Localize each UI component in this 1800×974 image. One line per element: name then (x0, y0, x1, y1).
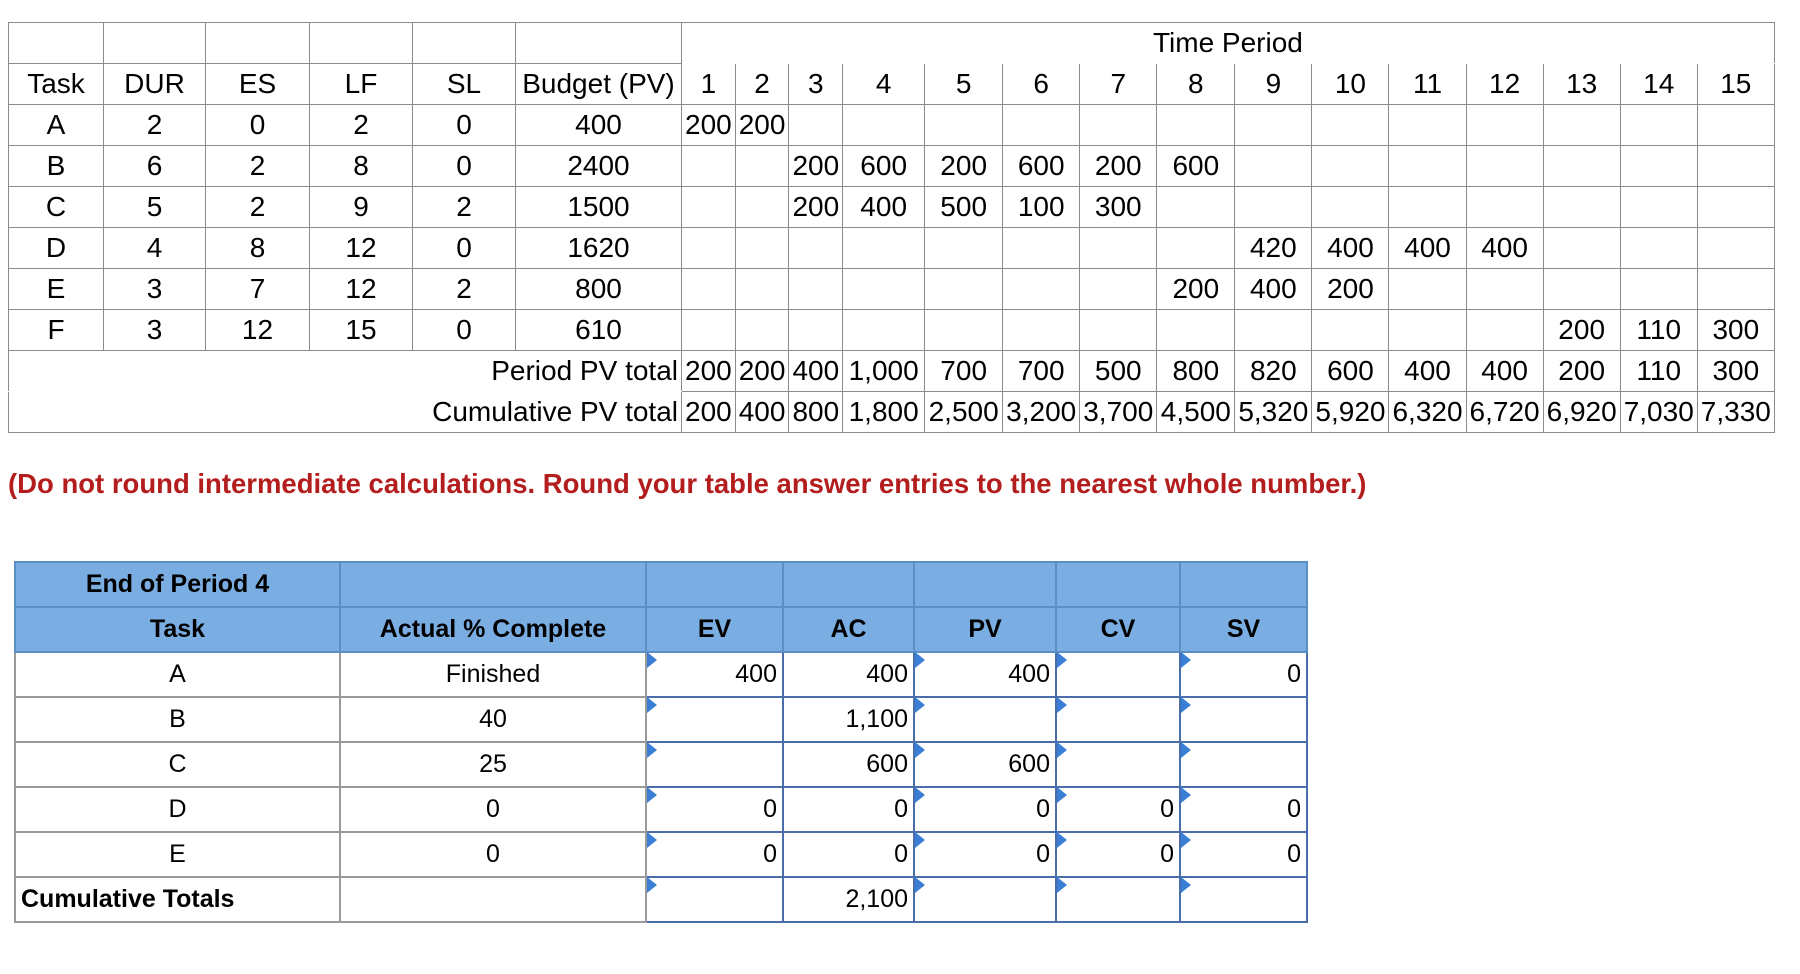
period-value-cell (1235, 105, 1312, 146)
task-task-cell: E (9, 269, 104, 310)
ev-input-value: 400 (735, 660, 777, 688)
answer-task-cell: E (15, 832, 340, 877)
task-lf-cell: 12 (310, 228, 413, 269)
answer-column-header: EV (646, 607, 783, 652)
input-marker-icon (647, 697, 657, 713)
period-value-cell (735, 269, 789, 310)
period-value-cell (925, 228, 1003, 269)
period-value-cell (925, 310, 1003, 351)
cumulative-totals-label: Cumulative Totals (15, 877, 340, 922)
task-es-cell: 2 (206, 187, 310, 228)
period-value-cell (682, 187, 736, 228)
period-value-cell (1697, 228, 1774, 269)
task-task-cell: D (9, 228, 104, 269)
actual-complete-cell: 0 (340, 832, 646, 877)
task-row (9, 228, 1775, 269)
cumulative-pv-total-cell: 6,720 (1466, 392, 1543, 433)
answer-column-header: Actual % Complete (340, 607, 646, 652)
ev-input[interactable] (646, 652, 783, 697)
answer-period-row (15, 562, 1307, 607)
input-marker-icon (1057, 742, 1067, 758)
period-value-cell (1620, 187, 1697, 228)
task-row (9, 310, 1775, 351)
period-value-cell: 500 (925, 187, 1003, 228)
task-sl-cell: 0 (413, 146, 516, 187)
period-header: 13 (1543, 64, 1620, 105)
input-marker-icon (915, 742, 925, 758)
column-header: ES (206, 64, 310, 105)
cumulative-pv-total-cell: 3,200 (1003, 392, 1080, 433)
blank-cell (413, 23, 516, 64)
task-row (9, 187, 1775, 228)
actual-complete-cell: 25 (340, 742, 646, 787)
task-es-cell: 0 (206, 105, 310, 146)
period-value-cell (1466, 310, 1543, 351)
cumulative-pv-total-cell: 6,920 (1543, 392, 1620, 433)
period-value-cell (1157, 187, 1235, 228)
task-row (9, 105, 1775, 146)
task-dur-cell: 6 (104, 146, 206, 187)
period-pv-total-cell: 200 (1543, 351, 1620, 392)
task-task-cell: C (9, 187, 104, 228)
period-value-cell: 400 (843, 187, 925, 228)
task-budget-cell: 400 (516, 105, 682, 146)
period-header: 12 (1466, 64, 1543, 105)
period-pv-total-label: Period PV total (9, 351, 682, 392)
totals-blank (340, 877, 646, 922)
period-value-cell (843, 310, 925, 351)
period-label: End of Period 4 (15, 562, 340, 607)
header-blank (1180, 562, 1307, 607)
answer-header-row (15, 607, 1307, 652)
column-header: Budget (PV) (516, 64, 682, 105)
blank-cell (9, 23, 104, 64)
period-value-cell (789, 105, 843, 146)
period-value-cell (1620, 228, 1697, 269)
input-marker-icon (1057, 652, 1067, 668)
input-marker-icon (1057, 832, 1067, 848)
sv-input[interactable] (1180, 697, 1307, 742)
period-header: 15 (1697, 64, 1774, 105)
cumulative-pv-total-label: Cumulative PV total (9, 392, 682, 433)
input-marker-icon (647, 652, 657, 668)
period-pv-total-row (9, 351, 1775, 392)
header-blank (1056, 562, 1180, 607)
period-value-cell (1157, 105, 1235, 146)
period-value-cell (1697, 269, 1774, 310)
period-value-cell: 300 (1697, 310, 1774, 351)
pv-input-value: 600 (1008, 750, 1050, 778)
period-value-cell (789, 269, 843, 310)
input-marker-icon (915, 697, 925, 713)
ev-input[interactable] (646, 742, 783, 787)
input-marker-icon (647, 742, 657, 758)
period-value-cell: 400 (1235, 269, 1312, 310)
task-sl-cell: 0 (413, 228, 516, 269)
task-sl-cell: 0 (413, 105, 516, 146)
period-value-cell: 400 (1466, 228, 1543, 269)
period-header: 14 (1620, 64, 1697, 105)
task-task-cell: B (9, 146, 104, 187)
period-value-cell (843, 269, 925, 310)
period-value-cell: 110 (1620, 310, 1697, 351)
period-value-cell: 100 (1003, 187, 1080, 228)
period-pv-total-cell: 500 (1080, 351, 1157, 392)
period-value-cell (1543, 146, 1620, 187)
period-value-cell: 200 (1312, 269, 1389, 310)
period-value-cell (735, 146, 789, 187)
cumulative-pv-total-cell: 6,320 (1389, 392, 1466, 433)
task-budget-cell: 800 (516, 269, 682, 310)
cv-input-value: 0 (1160, 795, 1174, 823)
earned-value-answer-table (14, 561, 1308, 923)
cv-input-value: 0 (1160, 840, 1174, 868)
input-marker-icon (1181, 652, 1191, 668)
period-value-cell (843, 105, 925, 146)
ac-cell: 600 (783, 742, 914, 787)
period-value-cell (789, 310, 843, 351)
cumulative-totals-row (15, 877, 1307, 922)
blank-cell (310, 23, 413, 64)
cumulative-pv-total-row (9, 392, 1775, 433)
input-marker-icon (1181, 832, 1191, 848)
pv-input[interactable] (914, 832, 1056, 877)
actual-complete-cell: 40 (340, 697, 646, 742)
period-value-cell: 600 (843, 146, 925, 187)
sv-input-value: 0 (1287, 660, 1301, 688)
period-value-cell (1312, 146, 1389, 187)
sv-input-value: 0 (1287, 795, 1301, 823)
period-value-cell (1620, 105, 1697, 146)
period-value-cell (1235, 187, 1312, 228)
blank-cell (516, 23, 682, 64)
period-pv-total-cell: 700 (925, 351, 1003, 392)
period-value-cell: 600 (1003, 146, 1080, 187)
task-dur-cell: 5 (104, 187, 206, 228)
period-header: 7 (1080, 64, 1157, 105)
period-header: 3 (789, 64, 843, 105)
period-pv-total-cell: 820 (1235, 351, 1312, 392)
cv-input[interactable] (1056, 787, 1180, 832)
period-value-cell (735, 310, 789, 351)
period-value-cell (1466, 105, 1543, 146)
header-blank (914, 562, 1056, 607)
period-value-cell (1697, 187, 1774, 228)
sv-input[interactable] (1180, 787, 1307, 832)
cumulative-pv-total-cell: 1,800 (843, 392, 925, 433)
period-value-cell (1157, 310, 1235, 351)
period-value-cell (1080, 228, 1157, 269)
cumulative-pv-total-cell: 7,030 (1620, 392, 1697, 433)
input-marker-icon (647, 832, 657, 848)
ev-input-value: 0 (763, 840, 777, 868)
cumulative-pv-total-cell: 5,320 (1235, 392, 1312, 433)
period-value-cell (1389, 310, 1466, 351)
period-value-cell: 200 (1543, 310, 1620, 351)
period-pv-total-cell: 600 (1312, 351, 1389, 392)
ev-input[interactable] (646, 697, 783, 742)
cumulative-pv-total-cell: 7,330 (1697, 392, 1774, 433)
period-value-cell (682, 310, 736, 351)
pv-input-value: 400 (1008, 660, 1050, 688)
column-header: LF (310, 64, 413, 105)
input-marker-icon (647, 787, 657, 803)
period-pv-total-cell: 200 (735, 351, 789, 392)
cumulative-pv-total-cell: 4,500 (1157, 392, 1235, 433)
ev-input[interactable] (646, 787, 783, 832)
task-es-cell: 8 (206, 228, 310, 269)
blank-cell (206, 23, 310, 64)
period-value-cell (1003, 228, 1080, 269)
ev-input[interactable] (646, 832, 783, 877)
period-value-cell: 200 (682, 105, 736, 146)
period-value-cell (1312, 187, 1389, 228)
period-pv-total-cell: 200 (682, 351, 736, 392)
period-value-cell (1003, 310, 1080, 351)
pv-input[interactable] (914, 742, 1056, 787)
period-value-cell: 200 (925, 146, 1003, 187)
ac-total-cell: 2,100 (783, 877, 914, 922)
answer-task-row (15, 832, 1307, 877)
period-value-cell: 200 (1080, 146, 1157, 187)
cv-input[interactable] (1056, 652, 1180, 697)
period-value-cell (735, 228, 789, 269)
input-marker-icon (1181, 787, 1191, 803)
period-pv-total-cell: 300 (1697, 351, 1774, 392)
period-value-cell (1080, 105, 1157, 146)
pv-schedule-table (8, 22, 1775, 433)
pv-input-value: 0 (1036, 795, 1050, 823)
ac-cell: 0 (783, 832, 914, 877)
task-es-cell: 12 (206, 310, 310, 351)
input-marker-icon (1057, 697, 1067, 713)
period-value-cell (1697, 105, 1774, 146)
cumulative-pv-total-cell: 5,920 (1312, 392, 1389, 433)
period-value-cell (1157, 228, 1235, 269)
period-value-cell (1080, 269, 1157, 310)
task-es-cell: 2 (206, 146, 310, 187)
answer-task-row (15, 652, 1307, 697)
actual-complete-cell: 0 (340, 787, 646, 832)
schedule-header-row (9, 64, 1775, 105)
task-lf-cell: 9 (310, 187, 413, 228)
cv-input[interactable] (1056, 742, 1180, 787)
period-value-cell (789, 228, 843, 269)
period-pv-total-cell: 110 (1620, 351, 1697, 392)
sv-input-value: 0 (1287, 840, 1301, 868)
cv-total-input[interactable] (1056, 877, 1180, 922)
task-row (9, 269, 1775, 310)
input-marker-icon (915, 877, 925, 893)
period-header: 1 (682, 64, 736, 105)
period-pv-total-cell: 1,000 (843, 351, 925, 392)
answer-column-header: AC (783, 607, 914, 652)
task-lf-cell: 2 (310, 105, 413, 146)
pv-input[interactable] (914, 787, 1056, 832)
period-value-cell (1620, 269, 1697, 310)
actual-complete-cell: Finished (340, 652, 646, 697)
cumulative-pv-total-cell: 200 (682, 392, 736, 433)
cumulative-pv-total-cell: 800 (789, 392, 843, 433)
task-sl-cell: 2 (413, 269, 516, 310)
pv-total-input[interactable] (914, 877, 1056, 922)
sv-input[interactable] (1180, 832, 1307, 877)
task-dur-cell: 4 (104, 228, 206, 269)
period-value-cell (1543, 269, 1620, 310)
task-sl-cell: 0 (413, 310, 516, 351)
sv-total-input[interactable] (1180, 877, 1307, 922)
pv-input[interactable] (914, 697, 1056, 742)
period-value-cell (1466, 269, 1543, 310)
period-pv-total-cell: 400 (1389, 351, 1466, 392)
task-budget-cell: 1500 (516, 187, 682, 228)
rounding-instruction: (Do not round intermediate calculations. Round your table answer entries to the nearest whole number.) (8, 468, 1367, 499)
period-value-cell (1003, 105, 1080, 146)
period-value-cell: 400 (1312, 228, 1389, 269)
header-blank (783, 562, 914, 607)
period-value-cell: 200 (1157, 269, 1235, 310)
answer-task-row (15, 697, 1307, 742)
period-value-cell (1312, 310, 1389, 351)
period-value-cell: 400 (1389, 228, 1466, 269)
period-value-cell (1543, 187, 1620, 228)
period-header: 4 (843, 64, 925, 105)
cumulative-pv-total-cell: 3,700 (1080, 392, 1157, 433)
task-budget-cell: 2400 (516, 146, 682, 187)
task-sl-cell: 2 (413, 187, 516, 228)
task-task-cell: F (9, 310, 104, 351)
period-value-cell (1697, 146, 1774, 187)
period-value-cell (1466, 187, 1543, 228)
period-value-cell (843, 228, 925, 269)
answer-column-header: SV (1180, 607, 1307, 652)
period-pv-total-cell: 700 (1003, 351, 1080, 392)
period-value-cell (682, 269, 736, 310)
task-es-cell: 7 (206, 269, 310, 310)
time-period-title: Time Period (682, 23, 1775, 64)
task-lf-cell: 12 (310, 269, 413, 310)
sv-input[interactable] (1180, 652, 1307, 697)
period-value-cell (1389, 146, 1466, 187)
column-header: Task (9, 64, 104, 105)
period-value-cell: 200 (735, 105, 789, 146)
period-value-cell (1312, 105, 1389, 146)
period-header: 2 (735, 64, 789, 105)
task-budget-cell: 610 (516, 310, 682, 351)
period-value-cell (925, 105, 1003, 146)
period-value-cell (925, 269, 1003, 310)
period-value-cell (1543, 228, 1620, 269)
period-value-cell (1389, 269, 1466, 310)
column-header: SL (413, 64, 516, 105)
input-marker-icon (1181, 742, 1191, 758)
ac-cell: 1,100 (783, 697, 914, 742)
cv-input[interactable] (1056, 832, 1180, 877)
task-dur-cell: 3 (104, 310, 206, 351)
period-header: 10 (1312, 64, 1389, 105)
period-header: 8 (1157, 64, 1235, 105)
period-value-cell (1543, 105, 1620, 146)
period-value-cell: 200 (789, 146, 843, 187)
input-marker-icon (1057, 787, 1067, 803)
answer-task-cell: C (15, 742, 340, 787)
period-header: 11 (1389, 64, 1466, 105)
period-header: 9 (1235, 64, 1312, 105)
task-lf-cell: 15 (310, 310, 413, 351)
column-header: DUR (104, 64, 206, 105)
period-pv-total-cell: 400 (1466, 351, 1543, 392)
input-marker-icon (915, 832, 925, 848)
period-value-cell (1080, 310, 1157, 351)
period-value-cell (1235, 310, 1312, 351)
task-dur-cell: 3 (104, 269, 206, 310)
input-marker-icon (1057, 877, 1067, 893)
period-header: 6 (1003, 64, 1080, 105)
task-row (9, 146, 1775, 187)
task-dur-cell: 2 (104, 105, 206, 146)
task-budget-cell: 1620 (516, 228, 682, 269)
period-value-cell: 200 (789, 187, 843, 228)
header-blank (340, 562, 646, 607)
period-value-cell: 300 (1080, 187, 1157, 228)
task-lf-cell: 8 (310, 146, 413, 187)
input-marker-icon (1181, 697, 1191, 713)
period-value-cell (1389, 105, 1466, 146)
cumulative-pv-total-cell: 2,500 (925, 392, 1003, 433)
period-header: 5 (925, 64, 1003, 105)
period-value-cell: 420 (1235, 228, 1312, 269)
cv-input[interactable] (1056, 697, 1180, 742)
cumulative-pv-total-cell: 400 (735, 392, 789, 433)
period-value-cell (1620, 146, 1697, 187)
pv-input-value: 0 (1036, 840, 1050, 868)
sv-input[interactable] (1180, 742, 1307, 787)
period-pv-total-cell: 400 (789, 351, 843, 392)
input-marker-icon (647, 877, 657, 893)
pv-input[interactable] (914, 652, 1056, 697)
answer-task-row (15, 742, 1307, 787)
period-value-cell (735, 187, 789, 228)
input-marker-icon (1181, 877, 1191, 893)
answer-column-header: CV (1056, 607, 1180, 652)
time-period-title-row (9, 23, 1775, 64)
answer-task-row (15, 787, 1307, 832)
answer-task-cell: A (15, 652, 340, 697)
period-value-cell (1389, 187, 1466, 228)
answer-column-header: Task (15, 607, 340, 652)
ac-cell: 0 (783, 787, 914, 832)
input-marker-icon (915, 652, 925, 668)
blank-cell (104, 23, 206, 64)
period-value-cell (682, 146, 736, 187)
answer-column-header: PV (914, 607, 1056, 652)
period-value-cell (1003, 269, 1080, 310)
ev-input-value: 0 (763, 795, 777, 823)
period-value-cell (1466, 146, 1543, 187)
header-blank (646, 562, 783, 607)
period-value-cell: 600 (1157, 146, 1235, 187)
period-value-cell (1235, 146, 1312, 187)
input-marker-icon (915, 787, 925, 803)
period-pv-total-cell: 800 (1157, 351, 1235, 392)
answer-task-cell: B (15, 697, 340, 742)
ac-cell: 400 (783, 652, 914, 697)
task-task-cell: A (9, 105, 104, 146)
answer-task-cell: D (15, 787, 340, 832)
period-value-cell (682, 228, 736, 269)
ev-total-input[interactable] (646, 877, 783, 922)
